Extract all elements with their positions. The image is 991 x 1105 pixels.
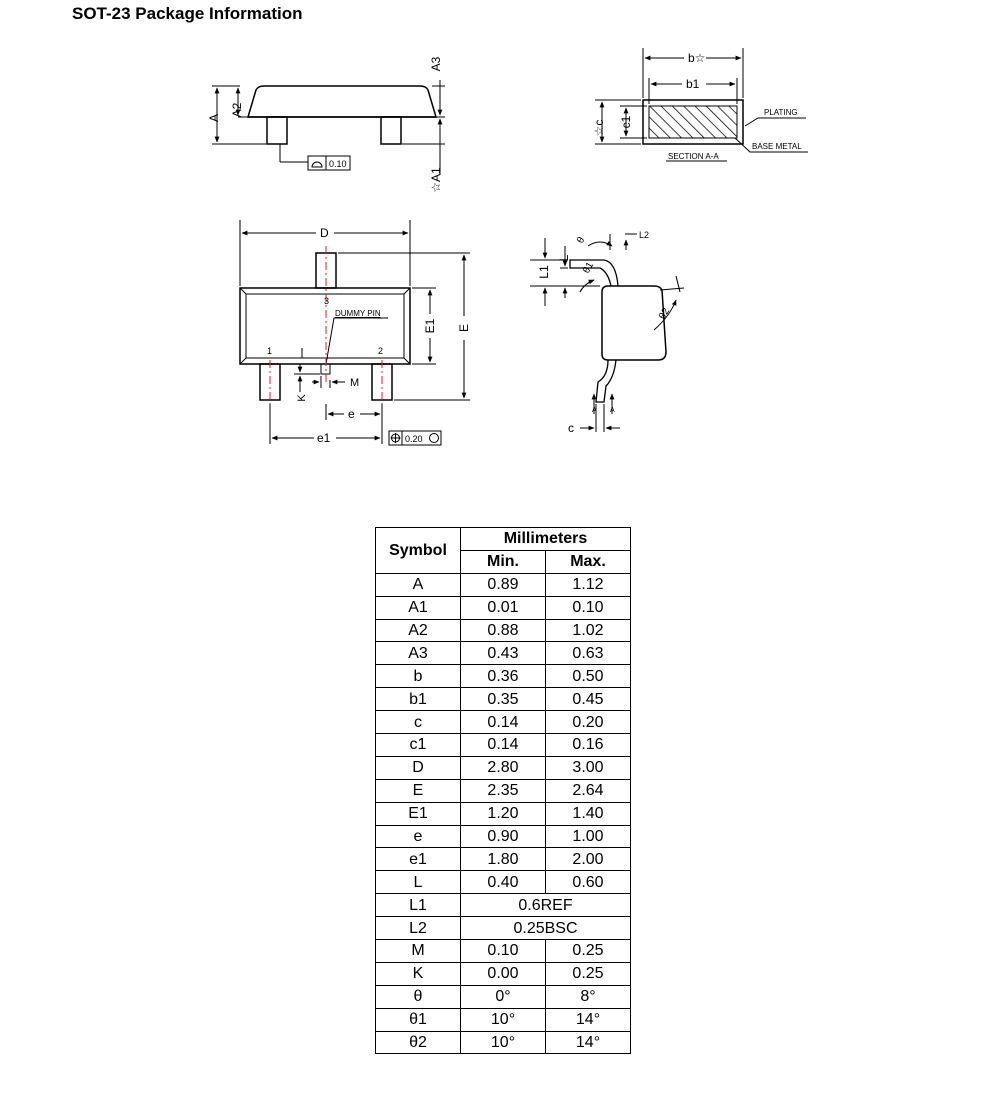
flatness-value: 0.10 [329, 159, 347, 169]
table-row [376, 940, 631, 963]
max-cell: 1.12 [546, 573, 631, 596]
min-cell: 0.14 [461, 711, 546, 734]
package-body-outline [248, 86, 436, 117]
table-row [376, 917, 631, 940]
theta-label: θ [575, 235, 588, 246]
min-cell: 10° [461, 1008, 546, 1031]
table-row [376, 642, 631, 665]
min-cell: 0.10 [461, 940, 546, 963]
dim-a2-label: A2 [230, 102, 244, 118]
dim-a1-label: ☆A1 [429, 167, 443, 193]
base-metal-label: BASE METAL [752, 142, 802, 151]
symbol-header: Symbol [376, 528, 461, 574]
table-row [376, 688, 631, 711]
table-row [376, 894, 631, 917]
max-cell: 0.50 [546, 665, 631, 688]
dim-l-label: L [557, 254, 571, 262]
dim-e-pitch-label: e [348, 407, 355, 421]
pin3-label: 3 [324, 296, 330, 306]
min-cell: 0.43 [461, 642, 546, 665]
dimension-rows [376, 573, 631, 1054]
table-row [376, 711, 631, 734]
dim-b-label: b☆ [688, 51, 706, 65]
min-cell: 1.80 [461, 848, 546, 871]
table-row [376, 779, 631, 802]
min-cell: 0.00 [461, 962, 546, 985]
max-cell: 0.25 [546, 940, 631, 963]
max-cell: 1.02 [546, 619, 631, 642]
dim-c-label: ☆c [592, 119, 606, 137]
table-row [376, 1031, 631, 1054]
symbol-cell: c [376, 711, 461, 734]
value-cell: 0.25BSC [461, 917, 631, 940]
symbol-cell: A3 [376, 642, 461, 665]
symbol-cell: b [376, 665, 461, 688]
pin2-label: 2 [378, 346, 384, 356]
table-row [376, 802, 631, 825]
dim-e1-label: E1 [423, 318, 437, 334]
dimension-table [375, 527, 631, 1054]
lead-right [381, 117, 401, 144]
dim-a-label: A [207, 113, 221, 123]
max-cell: 0.20 [546, 711, 631, 734]
max-cell: 3.00 [546, 756, 631, 779]
dim-k-label: K [296, 394, 308, 402]
max-cell: 2.00 [546, 848, 631, 871]
table-row [376, 962, 631, 985]
symbol-cell: L2 [376, 917, 461, 940]
side-lead-top [570, 260, 618, 286]
max-cell: 0.45 [546, 688, 631, 711]
min-cell: 2.35 [461, 779, 546, 802]
centerlines [270, 246, 382, 404]
plating-label: PLATING [764, 108, 798, 117]
max-cell: 0.63 [546, 642, 631, 665]
min-cell: 2.80 [461, 756, 546, 779]
symbol-cell: D [376, 756, 461, 779]
symbol-cell: e [376, 825, 461, 848]
symbol-cell: θ2 [376, 1031, 461, 1054]
dim-l1-label: L1 [537, 265, 551, 279]
max-cell: 14° [546, 1031, 631, 1054]
package-drawing [0, 0, 991, 470]
max-cell: 2.64 [546, 779, 631, 802]
table-row [376, 1008, 631, 1031]
dummy-pin-label: DUMMY PIN [335, 309, 381, 318]
section-mark-right: A [610, 407, 615, 414]
table-row [376, 573, 631, 596]
symbol-cell: K [376, 962, 461, 985]
dim-b1-label: b1 [686, 77, 700, 91]
symbol-cell: L [376, 871, 461, 894]
table-row [376, 619, 631, 642]
table-row [376, 825, 631, 848]
min-cell: 0.14 [461, 734, 546, 757]
dim-c-side-label: c [568, 421, 574, 435]
position-tol-value: 0.20 [405, 434, 423, 444]
theta1-label: θ1 [581, 260, 597, 276]
symbol-cell: E [376, 779, 461, 802]
min-cell: 0.35 [461, 688, 546, 711]
dim-e-label: E [457, 323, 471, 333]
table-row [376, 848, 631, 871]
value-cell: 0.6REF [461, 894, 631, 917]
dim-e1-pitch-label: e1 [317, 431, 331, 445]
side-view [530, 234, 684, 432]
section-label: SECTION A-A [668, 152, 719, 161]
table-row [376, 665, 631, 688]
theta2-label: θ2 [657, 306, 673, 322]
table-row [376, 734, 631, 757]
max-cell: 0.10 [546, 596, 631, 619]
symbol-cell: θ1 [376, 1008, 461, 1031]
min-cell: 0.89 [461, 573, 546, 596]
dim-l2-label: L2 [639, 230, 650, 240]
dim-a3-label: A3 [429, 56, 443, 72]
dim-d-label: D [320, 226, 329, 240]
max-cell: 0.16 [546, 734, 631, 757]
symbol-cell: b1 [376, 688, 461, 711]
max-header: Max. [546, 550, 631, 573]
min-cell: 0.40 [461, 871, 546, 894]
symbol-cell: c1 [376, 734, 461, 757]
max-cell: 8° [546, 985, 631, 1008]
lead-left [267, 117, 287, 144]
min-cell: 0.36 [461, 665, 546, 688]
max-cell: 1.00 [546, 825, 631, 848]
dim-c1-label: c1 [619, 115, 633, 129]
min-cell: 10° [461, 1031, 546, 1054]
table-row [376, 871, 631, 894]
max-cell: 0.60 [546, 871, 631, 894]
max-cell: 0.25 [546, 962, 631, 985]
max-cell: 14° [546, 1008, 631, 1031]
min-cell: 0.01 [461, 596, 546, 619]
side-lead-bottom [596, 360, 616, 402]
symbol-cell: A1 [376, 596, 461, 619]
min-header: Min. [461, 550, 546, 573]
symbol-cell: A2 [376, 619, 461, 642]
symbol-cell: e1 [376, 848, 461, 871]
min-cell: 0.88 [461, 619, 546, 642]
min-cell: 0° [461, 985, 546, 1008]
symbol-cell: θ [376, 985, 461, 1008]
millimeters-header: Millimeters [461, 528, 631, 551]
min-cell: 0.90 [461, 825, 546, 848]
dim-m-label: M [350, 377, 360, 389]
table-row [376, 985, 631, 1008]
symbol-cell: M [376, 940, 461, 963]
pin1-label: 1 [267, 346, 273, 356]
min-cell: 1.20 [461, 802, 546, 825]
section-mark-left: A [592, 407, 597, 414]
symbol-cell: A [376, 573, 461, 596]
base-metal [649, 106, 737, 138]
symbol-cell: E1 [376, 802, 461, 825]
page-title: SOT-23 Package Information [72, 4, 303, 23]
max-cell: 1.40 [546, 802, 631, 825]
table-row [376, 756, 631, 779]
table-row [376, 596, 631, 619]
symbol-cell: L1 [376, 894, 461, 917]
side-body [602, 286, 666, 360]
